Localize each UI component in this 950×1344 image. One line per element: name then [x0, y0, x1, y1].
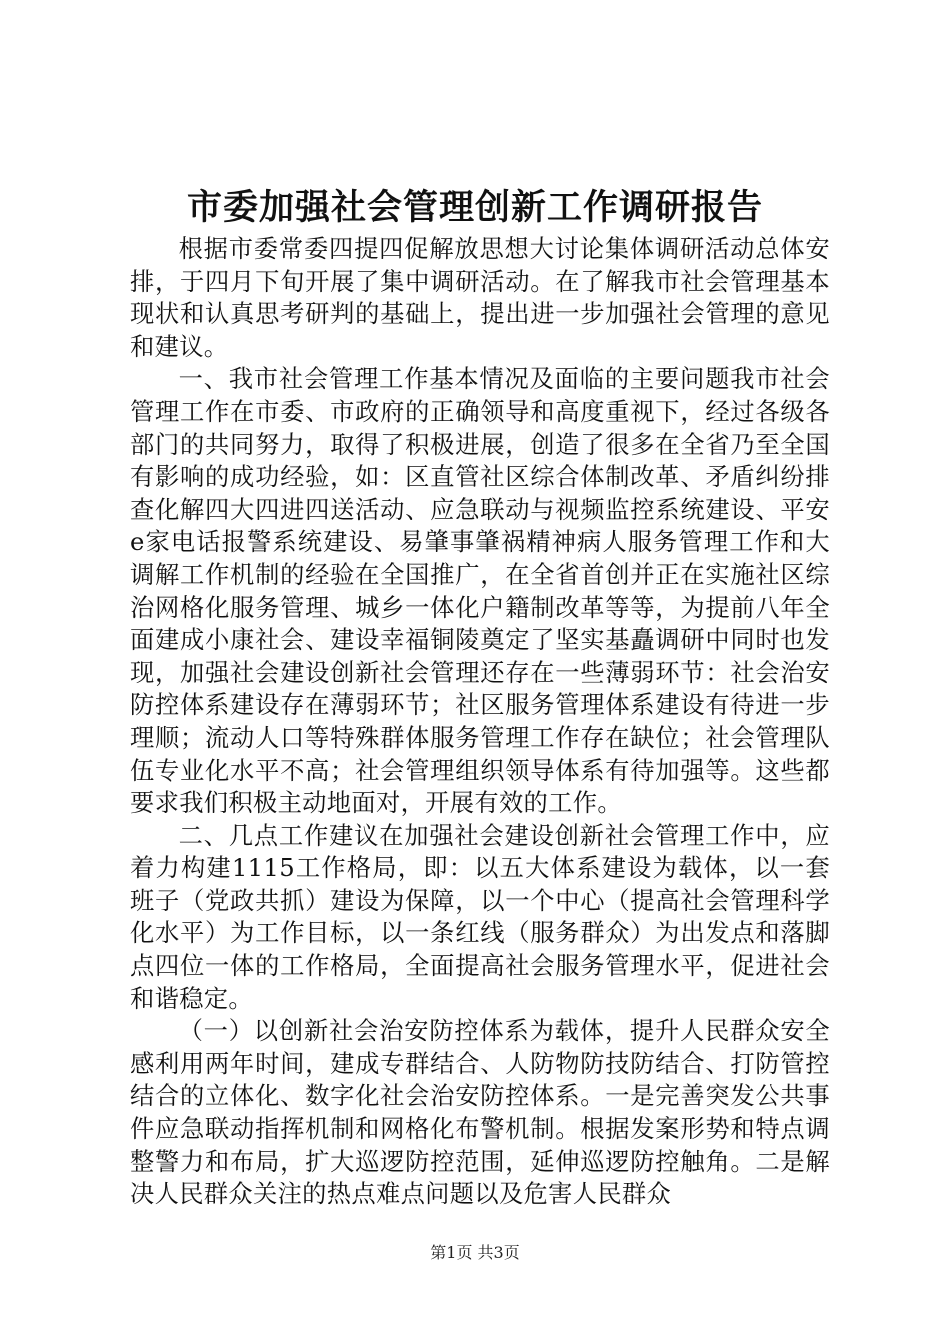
page-footer: 第1页 共3页: [430, 1243, 520, 1262]
paragraph-intro: 根据市委常委四提四促解放思想大讨论集体调研活动总体安排，于四月下旬开展了集中调研活动。在了解我市社会管理基本现状和认真思考研判的基础上，提出进一步加强社会管理的意见和建议。: [130, 234, 830, 361]
document-title: 市委加强社会管理创新工作调研报告: [186, 187, 763, 228]
paragraph-section-two: 二、几点工作建议在加强社会建设创新社会管理工作中，应着力构建1115工作格局，即：以五大体系建设为载体，以一套班子（党政共抓）建设为保障，以一个中心（提高社会管理科学化水平）为工作目标，以一条红线（服务群众）为出发点和落脚点四位一体的工作格局，全面提高社会服务管理水平，促进社会和谐稳定。: [130, 820, 830, 1013]
paragraph-subsection-one: （一）以创新社会治安防控体系为载体，提升人民群众安全感利用两年时间，建成专群结合、人防物防技防结合、打防管控结合的立体化、数字化社会治安防控体系。一是完善突发公共事件应急联动指挥机制和网格化布警机制。根据发案形势和特点调整警力和布局，扩大巡逻防控范围，延伸巡逻防控触角。二是解决人民群众关注的热点难点问题以及危害人民群众: [130, 1016, 830, 1209]
paragraph-section-one: 一、我市社会管理工作基本情况及面临的主要问题我市社会管理工作在市委、市政府的正确领导和高度重视下，经过各级各部门的共同努力，取得了积极进展，创造了很多在全省乃至全国有影响的成功经验，如：区直管社区综合体制改革、矛盾纠纷排查化解四大四进四送活动、应急联动与视频监控系统建设、平安e家电话报警系统建设、易肇事肇祸精神病人服务管理工作和大调解工作机制的经验在全国推广，在全省首创并正在实施社区综治网格化服务管理、城乡一体化户籍制改革等等，为提前八年全面建成小康社会、建设幸福铜陵奠定了坚实基矗调研中同时也发现，加强社会建设创新社会管理还存在一些薄弱环节：社会治安防控体系建设存在薄弱环节；社区服务管理体系建设有待进一步理顺；流动人口等特殊群体服务管理工作存在缺位；社会管理队伍专业化水平不高；社会管理组织领导体系有待加强等。这些都要求我们积极主动地面对，开展有效的工作。: [130, 364, 830, 818]
document-body: [130, 233, 830, 1211]
